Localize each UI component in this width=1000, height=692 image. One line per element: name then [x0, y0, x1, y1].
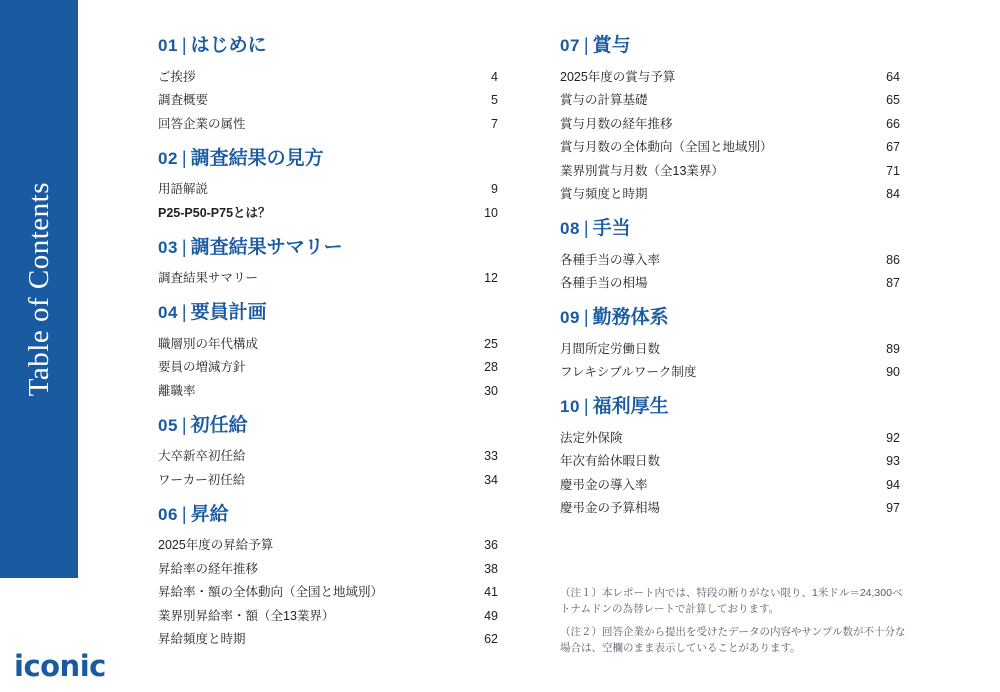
- toc-entry[interactable]: [158, 628, 498, 652]
- section-heading: [158, 149, 498, 174]
- section-heading: [560, 36, 900, 61]
- section-heading: [158, 303, 498, 328]
- footnotes: [560, 585, 910, 656]
- section-separator: |: [583, 396, 589, 416]
- toc-entry-label: 回答企業の属性: [158, 116, 246, 131]
- toc-entry-page: 5: [491, 93, 498, 107]
- toc-entry[interactable]: [560, 450, 900, 474]
- toc-entry-label: ご挨拶: [158, 69, 196, 84]
- toc-entry[interactable]: [560, 65, 900, 89]
- section-separator: |: [583, 35, 589, 55]
- toc-entry-label: 賞与月数の経年推移: [560, 116, 673, 131]
- section-heading: [158, 238, 498, 263]
- toc-entry[interactable]: [158, 332, 498, 356]
- toc-entry-page: 93: [886, 454, 900, 468]
- section-number: 05: [158, 415, 178, 435]
- toc-entry-page: 92: [886, 430, 900, 445]
- toc-entry-page: 89: [886, 341, 900, 356]
- toc-entry[interactable]: [560, 89, 900, 113]
- toc-entry[interactable]: [560, 136, 900, 160]
- toc-entry[interactable]: [158, 557, 498, 581]
- toc-entry-label: ワーカー初任給: [158, 472, 246, 487]
- toc-section: [158, 303, 498, 403]
- section-number: 03: [158, 237, 178, 257]
- toc-entry[interactable]: [560, 497, 900, 521]
- toc-entry-page: 86: [886, 252, 900, 267]
- toc-entry[interactable]: [560, 426, 900, 450]
- toc-entry[interactable]: [560, 361, 900, 385]
- toc-entry-page: 28: [484, 360, 498, 374]
- toc-section: [560, 308, 900, 384]
- section-heading: [560, 308, 900, 333]
- toc-entry[interactable]: [560, 337, 900, 361]
- toc-entry-label: フレキシブルワーク制度: [560, 365, 697, 379]
- footnote-1: （注１）本レポート内では、特段の断りがない限り、1米ドル＝24,300ベトナムドンの為替レートで計算しております。: [560, 587, 903, 616]
- toc-entry-label: 賞与月数の全体動向（全国と地域別）: [560, 140, 773, 154]
- toc-entry-page: 64: [886, 69, 900, 84]
- toc-entry[interactable]: [560, 473, 900, 497]
- toc-entry-label: 昇給頻度と時期: [158, 632, 246, 646]
- toc-entry-page: 90: [886, 365, 900, 379]
- toc-entry-page: 67: [886, 140, 900, 154]
- toc-entry-label: 2025年度の昇給予算: [158, 538, 274, 552]
- section-title: 賞与: [592, 35, 631, 56]
- toc-section: [560, 36, 900, 206]
- section-number: 10: [560, 397, 580, 416]
- toc-entry[interactable]: [158, 379, 498, 403]
- toc-entry-page: 25: [484, 336, 498, 351]
- toc-entry-label: 離職率: [158, 383, 196, 398]
- toc-entry[interactable]: [158, 65, 498, 89]
- toc-entry-page: 30: [484, 383, 498, 398]
- section-title: 調査結果の見方: [190, 147, 324, 169]
- toc-entry-page: 87: [886, 276, 900, 290]
- section-title: 初任給: [190, 414, 248, 436]
- footnote-2: （注２）回答企業から提出を受けたデータの内容やサンプル数が不十分な場合は、空欄のまま表示していることがあります。: [560, 625, 906, 654]
- toc-entry[interactable]: [158, 604, 498, 628]
- toc-entry-label: 要員の増減方針: [158, 360, 246, 374]
- section-separator: |: [181, 503, 187, 524]
- toc-section: [560, 219, 900, 295]
- toc-entry-page: 71: [886, 163, 900, 178]
- section-title: 福利厚生: [592, 396, 669, 417]
- section-separator: |: [583, 218, 589, 238]
- toc-entry-label: 昇給率・額の全体動向（全国と地域別）: [158, 585, 384, 599]
- toc-entry-label: 用語解説: [158, 182, 209, 196]
- section-title: はじめに: [190, 35, 267, 56]
- toc-entry[interactable]: [158, 581, 498, 605]
- section-separator: |: [181, 147, 187, 168]
- section-separator: |: [181, 35, 187, 55]
- toc-entry[interactable]: [560, 183, 900, 207]
- toc-entry-label: 業界別賞与月数（全13業界）: [560, 163, 724, 178]
- section-number: 06: [158, 504, 178, 524]
- toc-column-right: [560, 36, 900, 520]
- toc-entry-label: 各種手当の相場: [560, 276, 648, 290]
- section-title: 昇給: [190, 503, 229, 525]
- section-separator: |: [181, 236, 187, 257]
- toc-entry-page: 65: [886, 93, 900, 107]
- toc-entry[interactable]: [158, 468, 498, 492]
- toc-section: [158, 36, 498, 136]
- toc-entry-page: 4: [491, 69, 498, 84]
- toc-entry-label: 慶弔金の予算相場: [560, 501, 661, 515]
- toc-entry-page: 38: [484, 561, 498, 576]
- toc-section: [158, 149, 498, 225]
- toc-entry[interactable]: [560, 112, 900, 136]
- section-separator: |: [583, 307, 589, 327]
- toc-entry[interactable]: [158, 356, 498, 380]
- toc-entry-label: 慶弔金の導入率: [560, 477, 648, 492]
- toc-section: [158, 238, 498, 291]
- toc-entry-page: 94: [886, 477, 900, 492]
- toc-entry-page: 36: [484, 538, 498, 552]
- toc-entry-page: 9: [491, 182, 498, 196]
- toc-entry-page: 41: [484, 585, 498, 599]
- section-title: 要員計画: [190, 302, 267, 323]
- toc-entry[interactable]: [158, 178, 498, 202]
- toc-entry-label: 業界別昇給率・額（全13業界）: [158, 608, 335, 623]
- section-heading: [560, 397, 900, 422]
- toc-entry-page: 66: [886, 116, 900, 131]
- toc-entry-label: 職層別の年代構成: [158, 336, 259, 351]
- toc-entry[interactable]: [158, 534, 498, 558]
- toc-entry[interactable]: [158, 89, 498, 113]
- toc-entry-label: 各種手当の導入率: [560, 252, 661, 267]
- toc-entry-page: 84: [886, 187, 900, 201]
- toc-entry[interactable]: [560, 272, 900, 296]
- toc-entry-label: 2025年度の賞与予算: [560, 69, 676, 84]
- toc-entry-page: 12: [484, 271, 498, 285]
- toc-entry-page: 34: [484, 472, 498, 487]
- toc-entry-label: 賞与頻度と時期: [560, 187, 648, 201]
- toc-entry-label: P25-P50-P75とは？: [158, 205, 271, 220]
- section-number: 02: [158, 148, 178, 168]
- section-heading: [158, 505, 498, 530]
- section-title: 勤務体系: [592, 307, 669, 328]
- section-number: 08: [560, 219, 580, 238]
- toc-entry-label: 賞与の計算基礎: [560, 93, 648, 107]
- toc-entry-page: 97: [886, 501, 900, 515]
- section-separator: |: [181, 414, 187, 435]
- toc-entry-label: 調査概要: [158, 93, 209, 107]
- brand-logo: iconic: [14, 649, 106, 683]
- section-number: 07: [560, 36, 580, 55]
- toc-column-left: [158, 36, 498, 651]
- toc-entry-label: 大卒新卒初任給: [158, 449, 246, 463]
- toc-entry-page: 33: [484, 449, 498, 463]
- section-heading: [158, 36, 498, 61]
- toc-section: [158, 505, 498, 652]
- section-title: 調査結果サマリー: [190, 236, 343, 258]
- toc-entry[interactable]: [158, 445, 498, 469]
- toc-entry-page: 10: [484, 205, 498, 220]
- section-number: 09: [560, 308, 580, 327]
- toc-section: [560, 397, 900, 520]
- toc-section: [158, 416, 498, 492]
- toc-entry[interactable]: [560, 159, 900, 183]
- page-title-text: Table of Contents: [22, 181, 55, 397]
- toc-entry[interactable]: [560, 248, 900, 272]
- page-title: [0, 0, 78, 578]
- toc-entry-page: 62: [484, 632, 498, 646]
- toc-entry-label: 昇給率の経年推移: [158, 561, 259, 576]
- toc-entry[interactable]: [158, 267, 498, 291]
- section-heading: [158, 416, 498, 441]
- toc-entry-label: 年次有給休暇日数: [560, 454, 661, 468]
- section-heading: [560, 219, 900, 244]
- toc-entry-label: 調査結果サマリー: [158, 271, 259, 285]
- toc-entry-label: 月間所定労働日数: [560, 341, 661, 356]
- toc-entry[interactable]: [158, 112, 498, 136]
- toc-entry-label: 法定外保険: [560, 430, 623, 445]
- section-number: 04: [158, 303, 178, 322]
- section-number: 01: [158, 36, 178, 55]
- section-title: 手当: [592, 218, 631, 239]
- toc-entry[interactable]: [158, 201, 498, 225]
- section-separator: |: [181, 302, 187, 322]
- toc-entry-page: 7: [491, 116, 498, 131]
- toc-entry-page: 49: [484, 608, 498, 623]
